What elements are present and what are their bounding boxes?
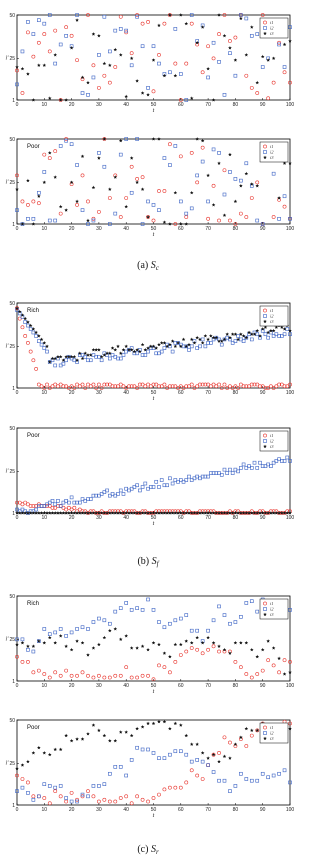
x-tick-label: 100 <box>285 683 295 689</box>
legend-label: i1 <box>270 308 274 314</box>
y-tick-label: 25 <box>9 344 15 351</box>
legend <box>260 142 288 162</box>
legend-label: i1 <box>270 433 274 439</box>
legend-label: i1 <box>270 20 274 26</box>
legend-label: i1 <box>270 725 274 731</box>
x-tick-label: 70 <box>205 807 211 813</box>
x-axis-label: t <box>152 396 155 402</box>
plot-frame <box>17 720 290 805</box>
plot-frame <box>17 596 290 681</box>
legend-label: i1 <box>270 144 274 150</box>
legend-label: i3 <box>270 319 274 325</box>
x-tick-label: 80 <box>232 226 239 232</box>
caption-prefix: (b) <box>137 556 152 567</box>
chart-panel-1 <box>6 13 295 114</box>
x-tick-label: 100 <box>285 390 295 396</box>
caption-subscript: f <box>156 560 159 568</box>
x-tick-label: 50 <box>150 683 157 689</box>
legend <box>260 306 288 326</box>
chart-panels <box>6 13 295 819</box>
x-tick-label: 40 <box>123 102 129 108</box>
x-tick-label: 60 <box>178 102 184 108</box>
legend-label: i2 <box>270 730 274 736</box>
caption-symbol: S <box>150 260 156 271</box>
caption-3 <box>137 844 159 856</box>
chart-panel-4 <box>6 426 295 527</box>
x-tick-label: 60 <box>178 515 184 521</box>
x-tick-label: 90 <box>259 683 266 689</box>
x-tick-label: 60 <box>178 226 184 232</box>
legend-label: i2 <box>270 438 274 444</box>
x-axis-label: t <box>152 813 155 819</box>
y-tick-label: 50 <box>9 136 15 143</box>
y-tick-label: 1 <box>12 510 15 517</box>
x-tick-label: 100 <box>285 515 295 521</box>
panel-title: Poor <box>27 433 40 439</box>
x-tick-label: 0 <box>15 102 19 108</box>
caption-1 <box>137 260 160 272</box>
y-axis-label: i' <box>5 468 9 475</box>
plot-frame <box>17 15 290 100</box>
x-tick-label: 80 <box>232 390 239 396</box>
chart-panel-5 <box>6 594 295 695</box>
x-tick-label: 30 <box>96 807 102 813</box>
caption-symbol: S <box>151 556 157 567</box>
caption-prefix: (c) <box>137 844 151 855</box>
x-tick-label: 30 <box>96 226 102 232</box>
y-tick-label: 50 <box>9 425 15 432</box>
legend-label: i3 <box>270 444 274 450</box>
legend <box>260 18 288 38</box>
x-tick-label: 80 <box>232 515 239 521</box>
legend-label: i3 <box>270 612 274 618</box>
x-tick-label: 40 <box>123 515 129 521</box>
x-tick-label: 40 <box>123 226 129 232</box>
caption-subscript: r <box>155 848 159 856</box>
y-tick-label: 1 <box>12 385 15 392</box>
y-axis-label: i' <box>5 760 9 767</box>
x-tick-label: 10 <box>41 515 48 521</box>
chart-panel-3 <box>6 301 295 402</box>
x-axis-label: t <box>152 689 155 695</box>
x-tick-label: 100 <box>285 102 295 108</box>
x-tick-label: 30 <box>96 683 102 689</box>
x-tick-label: 60 <box>178 683 184 689</box>
y-tick-label: 50 <box>9 593 15 600</box>
x-tick-label: 70 <box>205 683 211 689</box>
x-tick-label: 10 <box>41 390 48 396</box>
y-tick-label: 25 <box>9 180 15 187</box>
x-tick-label: 20 <box>68 515 75 521</box>
panel-title: Rich <box>27 601 40 607</box>
chart-panel-6 <box>6 718 295 819</box>
y-axis-label: i' <box>5 55 9 62</box>
x-tick-label: 90 <box>259 515 266 521</box>
legend-label: i2 <box>270 149 274 155</box>
x-tick-label: 50 <box>150 515 157 521</box>
x-tick-label: 20 <box>68 226 75 232</box>
x-tick-label: 10 <box>41 683 48 689</box>
x-tick-label: 50 <box>150 807 157 813</box>
caption-symbol: S <box>150 844 156 855</box>
x-tick-label: 50 <box>150 390 157 396</box>
caption-2 <box>137 556 159 568</box>
legend-label: i2 <box>270 25 274 31</box>
legend-label: i2 <box>270 606 274 612</box>
x-tick-label: 30 <box>96 102 102 108</box>
y-tick-label: 1 <box>12 221 15 228</box>
x-tick-label: 20 <box>68 807 75 813</box>
chart-panel-2 <box>6 137 295 238</box>
y-axis-label: i' <box>5 179 9 186</box>
y-tick-label: 25 <box>9 761 15 768</box>
y-tick-label: 50 <box>9 717 15 724</box>
panel-title: Poor <box>27 725 40 731</box>
y-tick-label: 1 <box>12 97 15 104</box>
x-tick-label: 50 <box>150 102 157 108</box>
x-tick-label: 30 <box>96 515 102 521</box>
y-tick-label: 50 <box>9 300 15 307</box>
x-tick-label: 0 <box>15 515 19 521</box>
y-tick-label: 1 <box>12 678 15 685</box>
x-tick-label: 0 <box>15 807 19 813</box>
legend-label: i1 <box>270 601 274 607</box>
x-tick-label: 0 <box>15 390 19 396</box>
x-tick-label: 80 <box>232 102 239 108</box>
x-tick-label: 0 <box>15 683 19 689</box>
legend <box>260 431 288 451</box>
legend-label: i3 <box>270 31 274 37</box>
x-tick-label: 50 <box>150 226 157 232</box>
y-axis-label: i' <box>5 636 9 643</box>
x-tick-label: 90 <box>259 807 266 813</box>
x-tick-label: 40 <box>123 390 129 396</box>
y-tick-label: 25 <box>9 56 15 63</box>
x-tick-label: 100 <box>285 807 295 813</box>
y-axis-label: i' <box>5 343 9 350</box>
x-tick-label: 40 <box>123 807 129 813</box>
x-tick-label: 10 <box>41 807 48 813</box>
x-tick-label: 80 <box>232 807 239 813</box>
legend-label: i3 <box>270 736 274 742</box>
x-tick-label: 70 <box>205 390 211 396</box>
x-tick-label: 60 <box>178 807 184 813</box>
x-tick-label: 10 <box>41 102 48 108</box>
x-tick-label: 20 <box>68 390 75 396</box>
x-tick-label: 20 <box>68 102 75 108</box>
y-tick-label: 25 <box>9 637 15 644</box>
legend <box>260 723 288 743</box>
x-tick-label: 40 <box>123 683 129 689</box>
x-tick-label: 80 <box>232 683 239 689</box>
x-tick-label: 20 <box>68 683 75 689</box>
caption-prefix: (a) <box>137 260 151 271</box>
x-tick-label: 90 <box>259 390 266 396</box>
legend-label: i3 <box>270 155 274 161</box>
x-tick-label: 70 <box>205 102 211 108</box>
x-tick-label: 60 <box>178 390 184 396</box>
x-axis-label: t <box>152 108 155 114</box>
x-tick-label: 70 <box>205 515 211 521</box>
panel-title: Poor <box>27 144 40 150</box>
legend <box>260 599 288 619</box>
y-tick-label: 50 <box>9 12 15 19</box>
plot-frame <box>17 139 290 224</box>
legend-label: i2 <box>270 313 274 319</box>
x-tick-label: 100 <box>285 226 295 232</box>
plot-frame <box>17 428 290 513</box>
x-tick-label: 30 <box>96 390 102 396</box>
x-tick-label: 0 <box>15 226 19 232</box>
x-tick-label: 10 <box>41 226 48 232</box>
x-axis-label: t <box>152 521 155 527</box>
y-tick-label: 1 <box>12 802 15 809</box>
x-axis-label: t <box>152 232 155 238</box>
caption-subscript: c <box>155 264 159 272</box>
y-tick-label: 25 <box>9 469 15 476</box>
x-tick-label: 70 <box>205 226 211 232</box>
x-tick-label: 90 <box>259 102 266 108</box>
panel-title: Rich <box>27 308 40 314</box>
x-tick-label: 90 <box>259 226 266 232</box>
